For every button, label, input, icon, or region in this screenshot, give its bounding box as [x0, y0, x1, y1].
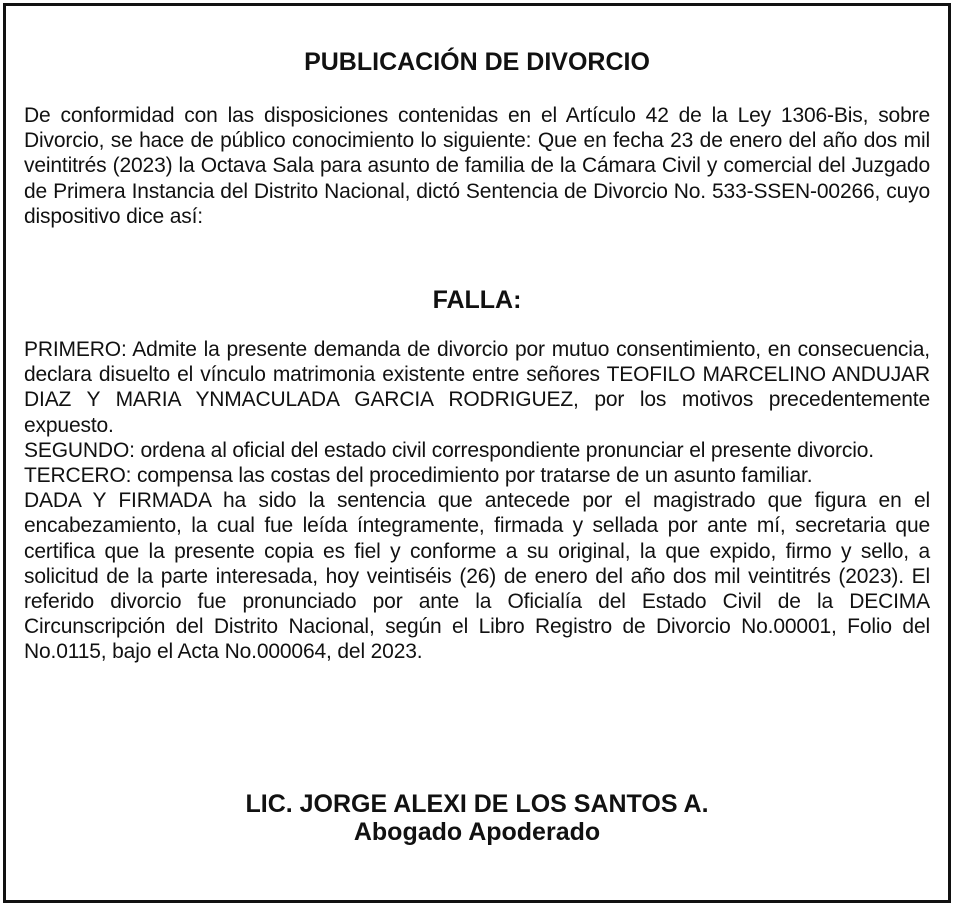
notice-border: [3, 3, 951, 903]
clause-dada-y-firmada: DADA Y FIRMADA ha sido la sentencia que antecede por el magistrado que figura en el encabezamiento, la cual fue leída íntegramente, firmada y sellada por ante mí, secretaria que certifica que la presente copia es fiel y conforme a su original, la que expido, firmo y sello, a solicitud de la parte interesada, hoy veintiséis (26) de enero del año dos mil veintitrés (2023). El referido divorcio fue pronunciado por ante la Oficialía del Estado Civil de la DECIMA Circunscripción del Distrito Nacional, según el Libro Registro de Divorcio No.00001, Folio del No.0115, bajo el Acta No.000064, del 2023.: [24, 489, 930, 664]
signature-block: [24, 790, 930, 846]
intro-paragraph: De conformidad con las disposiciones contenidas en el Artículo 42 de la Ley 1306-Bis, sobre Divorcio, se hace de público conocimiento lo siguiente: Que en fecha 23 de enero del año dos mil veintitrés (2023) la Octava Sala para asunto de familia de la Cámara Civil y comercial del Juzgado de Primera Instancia del Distrito Nacional, dictó Sentencia de Divorcio No. 533-SSEN-00266, cuyo dispositivo dice así:: [24, 104, 930, 228]
clause-segundo: SEGUNDO: ordena al oficial del estado civil correspondiente pronunciar el presente divorcio.: [24, 438, 874, 462]
notice-title: PUBLICACIÓN DE DIVORCIO: [304, 48, 650, 76]
falla-heading: FALLA:: [432, 286, 522, 314]
ruling-section: [24, 337, 930, 665]
signatory-name: LIC. JORGE ALEXI DE LOS SANTOS A.: [245, 790, 709, 818]
intro-section: [24, 103, 930, 229]
clause-primero: PRIMERO: Admite la presente demanda de divorcio por mutuo consentimiento, en consecuencia, declara disuelto el vínculo matrimonia existente entre señores TEOFILO MARCELINO ANDUJAR DIAZ Y MARIA YNMACULADA GARCIA RODRIGUEZ, por los motivos precedentemente expuesto.: [24, 338, 930, 437]
signatory-role: Abogado Apoderado: [353, 818, 601, 846]
clause-tercero: TERCERO: compensa las costas del procedimiento por tratarse de un asunto familiar.: [24, 464, 813, 488]
